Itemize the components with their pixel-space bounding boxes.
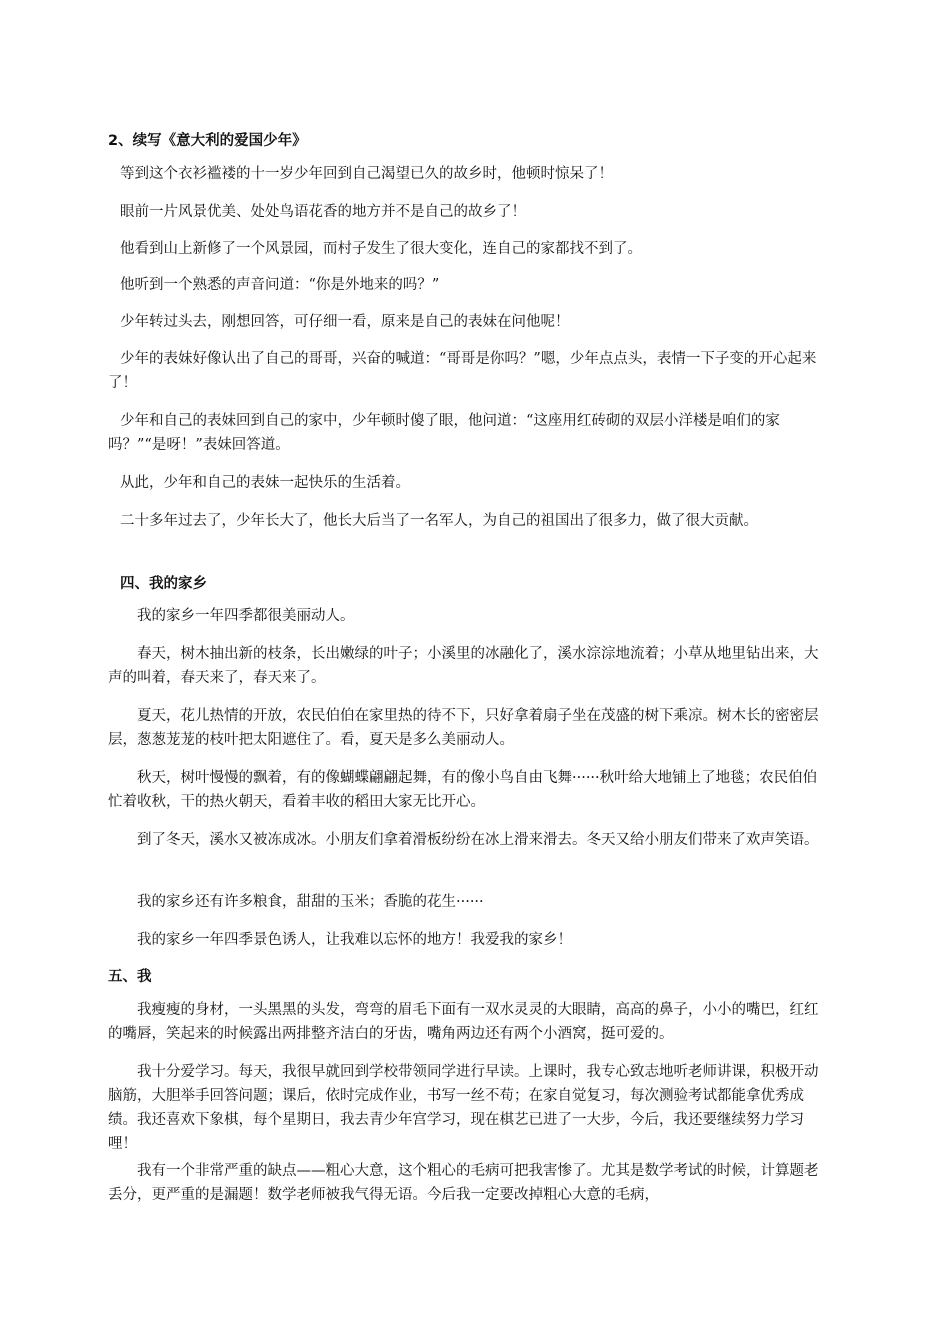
paragraph: 我瘦瘦的身材，一头黑黑的头发，弯弯的眉毛下面有一双水灵灵的大眼睛，高高的鼻子，小小的嘴巴，红红的嘴唇，笑起来的时候露出两排整齐洁白的牙齿，嘴角两边还有两个小酒窝，挺可爱的。 (108, 1002, 819, 1042)
paragraph: 少年转过头去，刚想回答，可仔细一看，原来是自己的表妹在问他呢！ (120, 314, 570, 330)
paragraph: 二十多年过去了，少年长大了，他长大后当了一名军人，为自己的祖国出了很多力，做了很大贡献。 (120, 513, 758, 529)
section-heading-hometown: 四、我的家乡 (120, 576, 207, 592)
paragraph: 夏天，花儿热情的开放，农民伯伯在家里热的待不下，只好拿着扇子坐在茂盛的树下乘凉。树木长的密密层层，葱葱茏茏的枝叶把太阳遮住了。看，夏天是多么美丽动人。 (108, 708, 819, 748)
paragraph: 春天，树木抽出新的枝条，长出嫩绿的叶子；小溪里的冰融化了，溪水淙淙地流着；小草从地里钻出来，大声的叫着，春天来了，春天来了。 (108, 646, 819, 686)
paragraph: 他听到一个熟悉的声音问道：“你是外地来的吗？” (120, 277, 440, 293)
paragraph: 我的家乡一年四季景色诱人，让我难以忘怀的地方！我爱我的家乡！ (137, 932, 572, 948)
section-heading-me: 五、我 (108, 969, 152, 985)
paragraph: 我的家乡一年四季都很美丽动人。 (137, 608, 355, 624)
paragraph: 少年和自己的表妹回到自己的家中，少年顿时傻了眼，他问道：“这座用红砖砌的双层小洋楼是咱们的家吗？”“是呀！”表妹回答道。 (108, 413, 780, 453)
paragraph: 秋天，树叶慢慢的飘着，有的像蝴蝶翩翩起舞，有的像小鸟自由飞舞······秋叶给大地铺上了地毯；农民伯伯忙着收秋，干的热火朝天，看着丰收的稻田大家无比开心。 (108, 770, 818, 810)
paragraph: 我有一个非常严重的缺点——粗心大意，这个粗心的毛病可把我害惨了。尤其是数学考试的时候，计算题老丢分，更严重的是漏题！数学老师被我气得无语。今后我一定要改掉粗心大意的毛病， (108, 1163, 819, 1203)
paragraph: 眼前一片风景优美、处处鸟语花香的地方并不是自己的故乡了！ (120, 204, 526, 220)
paragraph: 到了冬天，溪水又被冻成冰。小朋友们拿着滑板纷纷在冰上滑来滑去。冬天又给小朋友们带来了欢声笑语。 (137, 832, 819, 848)
paragraph: 少年的表妹好像认出了自己的哥哥，兴奋的喊道：“哥哥是你吗？”嗯，少年点点头，表情一下子变的开心起来了！ (108, 351, 817, 391)
paragraph: 我的家乡还有许多粮食，甜甜的玉米；香脆的花生······ (137, 894, 484, 910)
paragraph: 从此，少年和自己的表妹一起快乐的生活着。 (120, 475, 410, 491)
paragraph: 等到这个衣衫褴褛的十一岁少年回到自己渴望已久的故乡时，他顿时惊呆了！ (120, 166, 613, 182)
section-heading-continuation: 2、续写《意大利的爱国少年》 (108, 133, 307, 149)
paragraph: 他看到山上新修了一个风景园，而村子发生了很大变化，连自己的家都找不到了。 (120, 241, 642, 257)
paragraph: 我十分爱学习。每天，我很早就回到学校带领同学进行早读。上课时，我专心致志地听老师讲课，积极开动脑筋，大胆举手回答问题；课后，依时完成作业，书写一丝不苟；在家自觉复习，每次测验考试都能拿优秀成绩。我还喜欢下象棋，每个星期日，我去青少年宫学习，现在棋艺已进了一大步，今后，我还要继续努力学习哩！ (108, 1064, 819, 1152)
